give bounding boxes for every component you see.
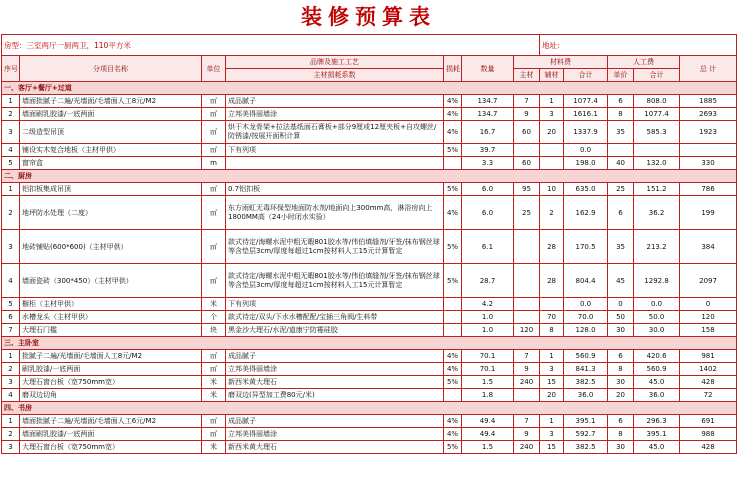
table-row [2,324,737,337]
table-row [2,183,737,196]
table-row [2,389,737,402]
cell-desc: 磨双边(异型加工费80元/米) [226,389,444,402]
cell-grand: 428 [680,376,737,389]
cell-qty: 28.7 [462,264,514,298]
cell-mtotal: 162.9 [564,196,608,230]
cell-mtotal: 0.0 [564,298,608,311]
cell-unit: ㎡ [202,196,226,230]
col-price: 单价 [608,69,634,82]
cell-no: 6 [2,311,20,324]
section-title: 四、书房 [2,402,737,415]
cell-grand: 428 [680,441,737,454]
cell-loss: 4% [444,95,462,108]
cell-unit: 块 [202,324,226,337]
cell-grand: 2693 [680,108,737,121]
table-row [2,121,737,144]
cell-grand: 786 [680,183,737,196]
cell-grand [680,144,737,157]
table-row [2,376,737,389]
cell-grand: 2097 [680,264,737,298]
cell-loss: 4% [444,363,462,376]
cell-unit: ㎡ [202,428,226,441]
cell-ltotal: 585.3 [634,121,680,144]
cell-mtotal: 36.0 [564,389,608,402]
cell-mtotal: 1337.9 [564,121,608,144]
cell-loss: 4% [444,108,462,121]
cell-item: 窗帘盒 [20,157,202,170]
cell-ltotal: 132.0 [634,157,680,170]
cell-price: 8 [608,428,634,441]
cell-loss: 4% [444,196,462,230]
cell-unit: m [202,157,226,170]
cell-item: 大理石窗台板（宽750mm宽） [20,376,202,389]
cell-main: 9 [514,363,540,376]
cell-price: 40 [608,157,634,170]
address-label: 地址： [540,35,737,56]
cell-mtotal: 70.0 [564,311,608,324]
table-row [2,144,737,157]
section-header [2,337,737,350]
cell-desc: 东方雨虹无毒环保型地面防水剂/地面向上300mm高，淋浴房向上1800MM高（24小时闭水实验） [226,196,444,230]
cell-ltotal: 296.3 [634,415,680,428]
cell-item: 墙面刷乳胶漆/一底两面 [20,428,202,441]
cell-item: 二级造型吊顶 [20,121,202,144]
cell-no: 3 [2,230,20,264]
cell-item: 墙面批腻子二遍/光墙面/毛墙面人工8元/M2 [20,95,202,108]
cell-unit: ㎡ [202,121,226,144]
cell-mtotal: 382.5 [564,376,608,389]
cell-ltotal: 45.0 [634,376,680,389]
cell-main [514,311,540,324]
cell-ltotal: 30.0 [634,324,680,337]
col-qty: 数量 [462,56,514,82]
cell-item: 批腻子二遍/光墙面/毛墙面人工8元/M2 [20,350,202,363]
cell-unit: ㎡ [202,230,226,264]
col-labor: 人工费 [608,56,680,69]
cell-ltotal: 420.6 [634,350,680,363]
cell-price: 6 [608,95,634,108]
cell-main [514,230,540,264]
col-no: 序号 [2,56,20,82]
table-row [2,108,737,121]
cell-item: 大理石窗台板（宽750mm宽） [20,441,202,454]
cell-no: 2 [2,428,20,441]
cell-desc: 款式待定/海螺水泥中粗无暇801胶水等/伟伯填缝剂/牙签/抹布钢丝球等含垫层3cm/厚度每超过1cm按材料人工15元计算暂定 [226,264,444,298]
cell-qty: 1.8 [462,389,514,402]
cell-aux [540,298,564,311]
table-row [2,441,737,454]
cell-grand: 981 [680,350,737,363]
cell-loss [444,298,462,311]
section-title: 三、主卧室 [2,337,737,350]
cell-qty: 6.1 [462,230,514,264]
cell-qty: 6.0 [462,183,514,196]
cell-aux: 2 [540,196,564,230]
cell-no: 5 [2,298,20,311]
table-row [2,350,737,363]
cell-main: 240 [514,376,540,389]
cell-grand: 330 [680,157,737,170]
cell-loss: 5% [444,376,462,389]
cell-price: 6 [608,350,634,363]
cell-aux: 28 [540,230,564,264]
cell-unit: 米 [202,298,226,311]
cell-aux [540,157,564,170]
cell-no: 1 [2,183,20,196]
cell-qty: 6.0 [462,196,514,230]
col-unit: 单位 [202,56,226,82]
cell-price: 8 [608,363,634,376]
cell-item: 墙面瓷砖（300*450）（主材甲供） [20,264,202,298]
cell-loss: 5% [444,144,462,157]
cell-main: 7 [514,95,540,108]
cell-loss: 4% [444,350,462,363]
section-title: 二、厨房 [2,170,737,183]
cell-aux: 20 [540,389,564,402]
section-header [2,402,737,415]
cell-aux: 1 [540,350,564,363]
cell-ltotal: 1292.8 [634,264,680,298]
cell-item: 刷乳胶漆/一底两面 [20,363,202,376]
cell-qty: 70.1 [462,350,514,363]
budget-table [1,34,737,454]
cell-price: 0 [608,298,634,311]
section-header [2,82,737,95]
cell-qty: 4.2 [462,298,514,311]
cell-main [514,298,540,311]
table-row [2,230,737,264]
table-row [2,428,737,441]
cell-no: 1 [2,95,20,108]
cell-unit: 米 [202,389,226,402]
col-material: 材料费 [514,56,608,69]
col-loss: 损耗 [444,56,462,82]
cell-price: 30 [608,376,634,389]
cell-price: 6 [608,415,634,428]
table-row [2,264,737,298]
cell-loss: 5% [444,183,462,196]
cell-desc: 成品腻子 [226,95,444,108]
cell-ltotal: 395.1 [634,428,680,441]
cell-ltotal: 151.2 [634,183,680,196]
cell-mtotal: 560.9 [564,350,608,363]
cell-desc: 黑金沙大理石/水泥/道康宁防霉硅胶 [226,324,444,337]
cell-grand: 158 [680,324,737,337]
cell-main: 7 [514,415,540,428]
cell-unit: ㎡ [202,108,226,121]
cell-aux [540,144,564,157]
cell-item: 铺设实木复合地板（主材甲供） [20,144,202,157]
cell-main: 60 [514,157,540,170]
cell-unit: ㎡ [202,363,226,376]
cell-ltotal: 36.0 [634,389,680,402]
cell-qty: 3.3 [462,157,514,170]
cell-loss [444,324,462,337]
cell-loss: 5% [444,264,462,298]
cell-item: 墙面批腻子二遍/光墙面/毛墙面人工6元/M2 [20,415,202,428]
cell-ltotal: 560.9 [634,363,680,376]
cell-desc: 新西米黄大理石 [226,376,444,389]
cell-unit: ㎡ [202,415,226,428]
cell-item: 磨双边切角 [20,389,202,402]
cell-item: 铝扣板集成吊顶 [20,183,202,196]
cell-desc: 款式待定/海螺水泥中粗无暇801胶水等/伟伯填缝剂/牙签/抹布钢丝球等含垫层3cm/厚度每超过1cm按材料人工15元计算暂定 [226,230,444,264]
cell-price: 20 [608,389,634,402]
cell-main: 9 [514,428,540,441]
cell-no: 4 [2,144,20,157]
cell-ltotal: 213.2 [634,230,680,264]
cell-loss: 5% [444,230,462,264]
cell-main [514,144,540,157]
cell-ltotal: 1077.4 [634,108,680,121]
cell-desc: 立邦美得丽墙涂 [226,108,444,121]
cell-qty: 49.4 [462,428,514,441]
cell-qty: 134.7 [462,95,514,108]
cell-mtotal: 592.7 [564,428,608,441]
cell-unit: 个 [202,311,226,324]
cell-grand: 72 [680,389,737,402]
cell-loss: 4% [444,428,462,441]
cell-item: 水槽龙头（主材甲供） [20,311,202,324]
cell-aux: 20 [540,121,564,144]
table-row [2,196,737,230]
section-title: 一、客厅+餐厅+过道 [2,82,737,95]
cell-grand: 120 [680,311,737,324]
cell-grand: 691 [680,415,737,428]
cell-qty: 1.0 [462,311,514,324]
cell-desc: 款式待定/双头/下水水槽配配/宝插三角阀/生料带 [226,311,444,324]
cell-desc: 0.7铝扣板 [226,183,444,196]
col-item: 分项目名称 [20,56,202,82]
cell-ltotal: 36.2 [634,196,680,230]
cell-item: 大理石门槛 [20,324,202,337]
cell-aux: 1 [540,415,564,428]
cell-main: 25 [514,196,540,230]
col-ltotal: 合计 [634,69,680,82]
cell-price: 35 [608,230,634,264]
cell-loss: 4% [444,121,462,144]
cell-aux: 3 [540,108,564,121]
col-brand: 品牌及施工工艺 [226,56,444,69]
cell-unit: ㎡ [202,144,226,157]
page-title: 装修预算表 [301,5,436,29]
cell-item: 墙面刷乳胶漆/一底两面 [20,108,202,121]
cell-qty: 1.5 [462,376,514,389]
cell-mtotal: 804.4 [564,264,608,298]
cell-price: 6 [608,196,634,230]
cell-loss [444,389,462,402]
cell-item: 地砖铺贴(600*600)（主材甲供） [20,230,202,264]
cell-no: 2 [2,363,20,376]
cell-mtotal: 128.0 [564,324,608,337]
cell-aux: 8 [540,324,564,337]
cell-grand: 1923 [680,121,737,144]
cell-qty: 70.1 [462,363,514,376]
section-header [2,170,737,183]
cell-ltotal: 0.0 [634,298,680,311]
cell-aux: 1 [540,95,564,108]
cell-unit: ㎡ [202,95,226,108]
cell-desc: 下有列项 [226,298,444,311]
cell-price: 45 [608,264,634,298]
col-aux: 辅材 [540,69,564,82]
cell-grand: 988 [680,428,737,441]
cell-mtotal: 841.3 [564,363,608,376]
col-main: 主材 [514,69,540,82]
cell-price [608,144,634,157]
cell-main [514,389,540,402]
table-row [2,95,737,108]
cell-mtotal: 1616.1 [564,108,608,121]
house-type: 房型：三室两厅一厨两卫，110平方米 [2,35,540,56]
cell-mtotal: 0.0 [564,144,608,157]
col-mtotal: 合计 [564,69,608,82]
cell-price: 8 [608,108,634,121]
cell-no: 1 [2,350,20,363]
cell-desc: 烘干木龙骨架+拉法基纸面石膏板+部分9厘或12厘夹板+自攻螺丝/防锈漆/按展开面积计算 [226,121,444,144]
cell-mtotal: 198.0 [564,157,608,170]
cell-loss: 5% [444,441,462,454]
cell-unit: ㎡ [202,264,226,298]
cell-desc: 成品腻子 [226,415,444,428]
cell-price: 30 [608,441,634,454]
cell-loss [444,157,462,170]
cell-desc: 成品腻子 [226,350,444,363]
cell-unit: ㎡ [202,183,226,196]
cell-main: 240 [514,441,540,454]
cell-price: 35 [608,121,634,144]
cell-ltotal: 50.0 [634,311,680,324]
cell-unit: 米 [202,441,226,454]
cell-qty: 134.7 [462,108,514,121]
cell-desc: 立邦美得丽墙涂 [226,428,444,441]
cell-aux: 15 [540,441,564,454]
cell-item: 橱柜（主材甲供） [20,298,202,311]
cell-ltotal: 45.0 [634,441,680,454]
table-row [2,363,737,376]
cell-no: 4 [2,264,20,298]
cell-no: 5 [2,157,20,170]
cell-ltotal: 808.0 [634,95,680,108]
cell-qty: 39.7 [462,144,514,157]
cell-grand: 0 [680,298,737,311]
cell-loss: 4% [444,415,462,428]
cell-price: 50 [608,311,634,324]
cell-item: 地坪防水处理（二度） [20,196,202,230]
cell-mtotal: 635.0 [564,183,608,196]
cell-main: 7 [514,350,540,363]
cell-no: 2 [2,108,20,121]
cell-desc: 下有列项 [226,144,444,157]
cell-aux: 28 [540,264,564,298]
table-row [2,415,737,428]
cell-grand: 1402 [680,363,737,376]
cell-main: 60 [514,121,540,144]
cell-desc [226,157,444,170]
cell-aux: 10 [540,183,564,196]
cell-no: 3 [2,376,20,389]
cell-grand: 1885 [680,95,737,108]
cell-mtotal: 170.5 [564,230,608,264]
cell-qty: 16.7 [462,121,514,144]
cell-price: 25 [608,183,634,196]
cell-mtotal: 382.5 [564,441,608,454]
cell-qty: 1.0 [462,324,514,337]
cell-main [514,264,540,298]
cell-unit: 米 [202,376,226,389]
col-brand-sub: 主材损耗系数 [226,69,444,82]
col-grand: 总 计 [680,56,737,82]
cell-qty: 49.4 [462,415,514,428]
table-row [2,311,737,324]
cell-qty: 1.5 [462,441,514,454]
cell-aux: 15 [540,376,564,389]
cell-grand: 384 [680,230,737,264]
cell-no: 3 [2,441,20,454]
cell-aux: 3 [540,363,564,376]
table-row [2,157,737,170]
cell-aux: 3 [540,428,564,441]
cell-no: 2 [2,196,20,230]
cell-ltotal [634,144,680,157]
cell-main: 120 [514,324,540,337]
cell-main: 95 [514,183,540,196]
table-row [2,298,737,311]
cell-price: 30 [608,324,634,337]
cell-no: 3 [2,121,20,144]
cell-aux: 70 [540,311,564,324]
cell-no: 4 [2,389,20,402]
cell-no: 1 [2,415,20,428]
cell-desc: 立邦美得丽墙涂 [226,363,444,376]
cell-mtotal: 1077.4 [564,95,608,108]
cell-loss [444,311,462,324]
cell-desc: 新西米黄大理石 [226,441,444,454]
cell-no: 7 [2,324,20,337]
cell-mtotal: 395.1 [564,415,608,428]
cell-grand: 199 [680,196,737,230]
cell-main: 9 [514,108,540,121]
cell-unit: ㎡ [202,350,226,363]
